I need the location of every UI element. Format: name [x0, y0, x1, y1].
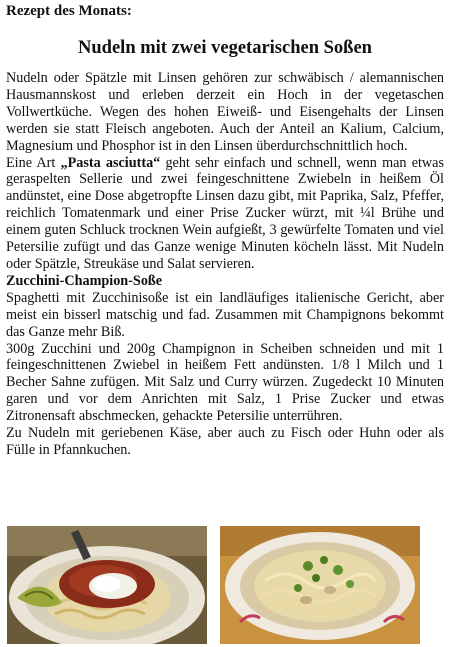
zucchini-method-paragraph: 300g Zucchini und 200g Champignon in Scheiben schneiden und mit 1 feingeschnittenen Zwiebel in heißem Fett andünsten. 1/8 l Milch und 1 Becher Sahne zufügen. Mit Salz und Curry würzen. Zugedeckt 10 Minuten garen und vor dem Anrichten mit Salz, 1 Prise Zucker und etwas Zitronensaft abschmecken, gehackte Petersilie unterrühren.: [6, 340, 444, 425]
zucchini-pasta-illustration: [220, 526, 420, 644]
serving-suggestion-paragraph: Zu Nudeln mit geriebenen Käse, aber auch zu Fisch oder Huhn oder als Fülle in Pfannkuchen.: [6, 425, 444, 458]
zucchini-subheading: Zucchini-Champion-Soße: [6, 272, 163, 289]
pasta-asciutta-name: „Pasta asciutta“: [60, 154, 161, 171]
pasta-asciutta-paragraph: [6, 155, 444, 273]
article-title: Nudeln mit zwei vegetarischen Soßen: [78, 38, 372, 58]
page-kicker: Rezept des Monats:: [6, 3, 132, 19]
pasta-lentil-photo: [7, 526, 207, 644]
pasta-asciutta-lead: Eine Art: [6, 154, 61, 171]
intro-paragraph: Nudeln oder Spätzle mit Linsen gehören zur schwäbisch / alemannischen Hausmannskost und erleben derzeit ein Hoch in der vegetaschen Vollwertküche. Wegen des hohen Eiweiß- und Eisengehalts der Linsen werden sie statt Fleisch angeboten. Auch der Anteil an Kalium, Calcium, Magnesium und Phosphor ist in den Linsen überdurchschnittlich hoch.: [6, 70, 444, 154]
pasta-asciutta-text: geht sehr einfach und schnell, wenn man etwas geraspelten Sellerie und zwei feingeschnittene Zwiebeln in heißem Öl andünstet, eine Dose abgetropfte Linsen dazu gibt, mit Paprika, Salz, Pfeffer, reichlich Tomatenmark und einer Prise Zucker würzt, mit ¼l Brühe und einem guten Schluck trocknen Wein aufgießt, 3 gewürfelte Tomaten und viel Petersilie zufügt und das Ganze wenige Minuten köcheln lässt. Mit Nudeln oder Spätzle, Streukäse und Salat servieren.: [6, 154, 444, 272]
article-body: [6, 70, 444, 459]
zucchini-intro-paragraph: Spaghetti mit Zucchinisoße ist ein landläufiges italienische Gericht, aber meist ein bisserl matschig und fad. Zusammen mit Champignons bekommt das Ganze mehr Biß.: [6, 289, 444, 340]
zucchini-pasta-photo: [220, 526, 420, 644]
pasta-lentil-illustration: [7, 526, 207, 644]
